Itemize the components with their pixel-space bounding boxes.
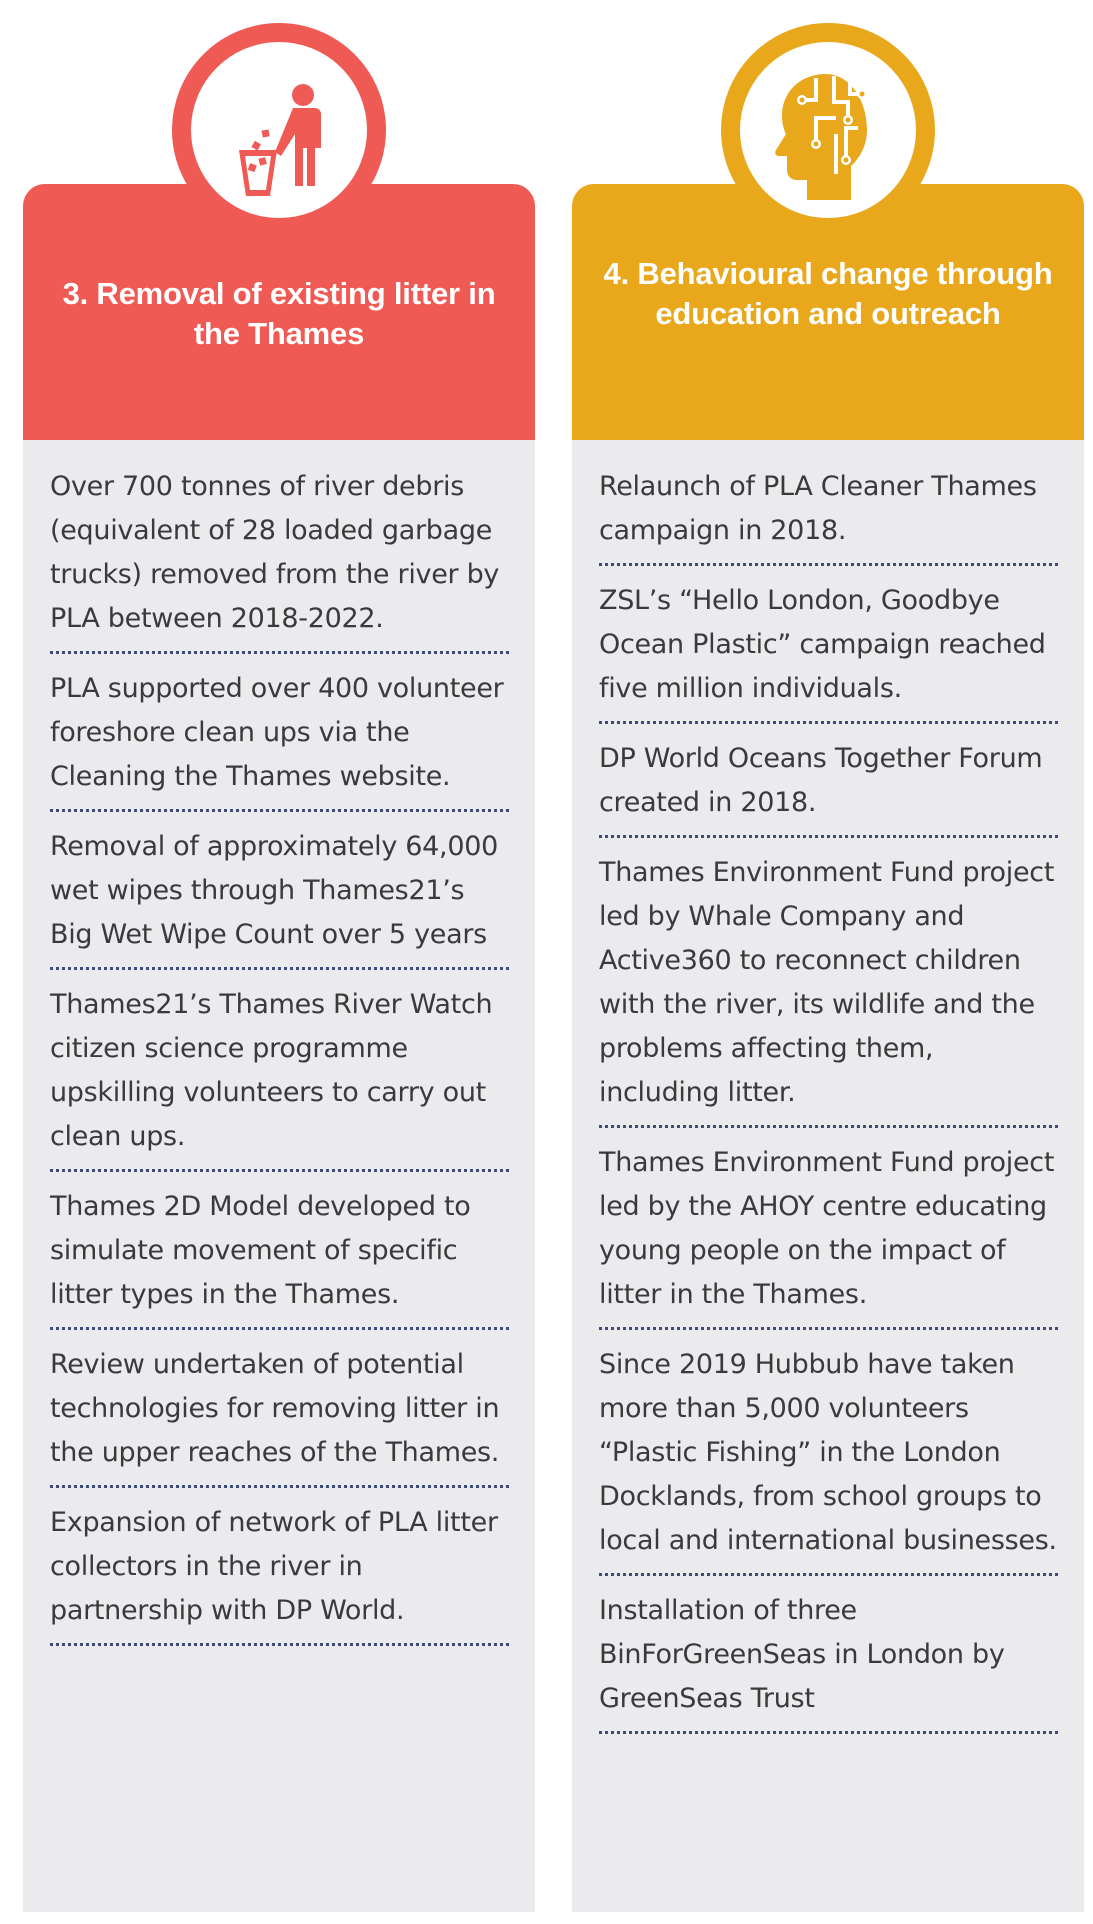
list-item: Installation of three BinForGreenSeas in London by GreenSeas Trust (599, 1589, 1058, 1734)
litter-bin-person-icon (191, 42, 367, 218)
list-item: Over 700 tonnes of river debris (equivalent of 28 loaded garbage trucks) removed from the river by PLA between 2018-2022. (50, 465, 509, 654)
list-item: PLA supported over 400 volunteer foreshore clean ups via the Cleaning the Thames website. (50, 667, 509, 812)
list-item: Removal of approximately 64,000 wet wipes through Thames21’s Big Wet Wipe Count over 5 years (50, 825, 509, 970)
behaviour-change-column (572, 0, 1084, 1924)
head-circuit-icon (740, 42, 916, 218)
list-item: Relaunch of PLA Cleaner Thames campaign in 2018. (599, 465, 1058, 566)
list-item: Review undertaken of potential technologies for removing litter in the upper reaches of the Thames. (50, 1343, 509, 1488)
litter-icon-badge (172, 23, 386, 237)
litter-removal-list (23, 440, 535, 1646)
section-title: 4. Behavioural change through education and outreach (603, 256, 1053, 331)
list-item: Thames21’s Thames River Watch citizen science programme upskilling volunteers to carry out clean ups. (50, 983, 509, 1172)
list-item: Expansion of network of PLA litter collectors in the river in partnership with DP World. (50, 1501, 509, 1646)
list-item: Since 2019 Hubbub have taken more than 5,000 volunteers “Plastic Fishing” in the London Docklands, from school groups to local and international businesses. (599, 1343, 1058, 1576)
list-item: Thames Environment Fund project led by the AHOY centre educating young people on the impact of litter in the Thames. (599, 1141, 1058, 1330)
education-icon-badge (721, 23, 935, 237)
list-item: DP World Oceans Together Forum created in 2018. (599, 737, 1058, 838)
list-item: ZSL’s “Hello London, Goodbye Ocean Plastic” campaign reached five million individuals. (599, 579, 1058, 724)
behaviour-change-body (572, 440, 1084, 1912)
list-item: Thames Environment Fund project led by Whale Company and Active360 to reconnect children with the river, its wildlife and the problems affecting them, including litter. (599, 851, 1058, 1128)
list-item: Thames 2D Model developed to simulate movement of specific litter types in the Thames. (50, 1185, 509, 1330)
behaviour-change-list (572, 440, 1084, 1734)
section-title: 3. Removal of existing litter in the Thames (62, 276, 496, 351)
litter-removal-body (23, 440, 535, 1912)
litter-removal-column (23, 0, 535, 1924)
